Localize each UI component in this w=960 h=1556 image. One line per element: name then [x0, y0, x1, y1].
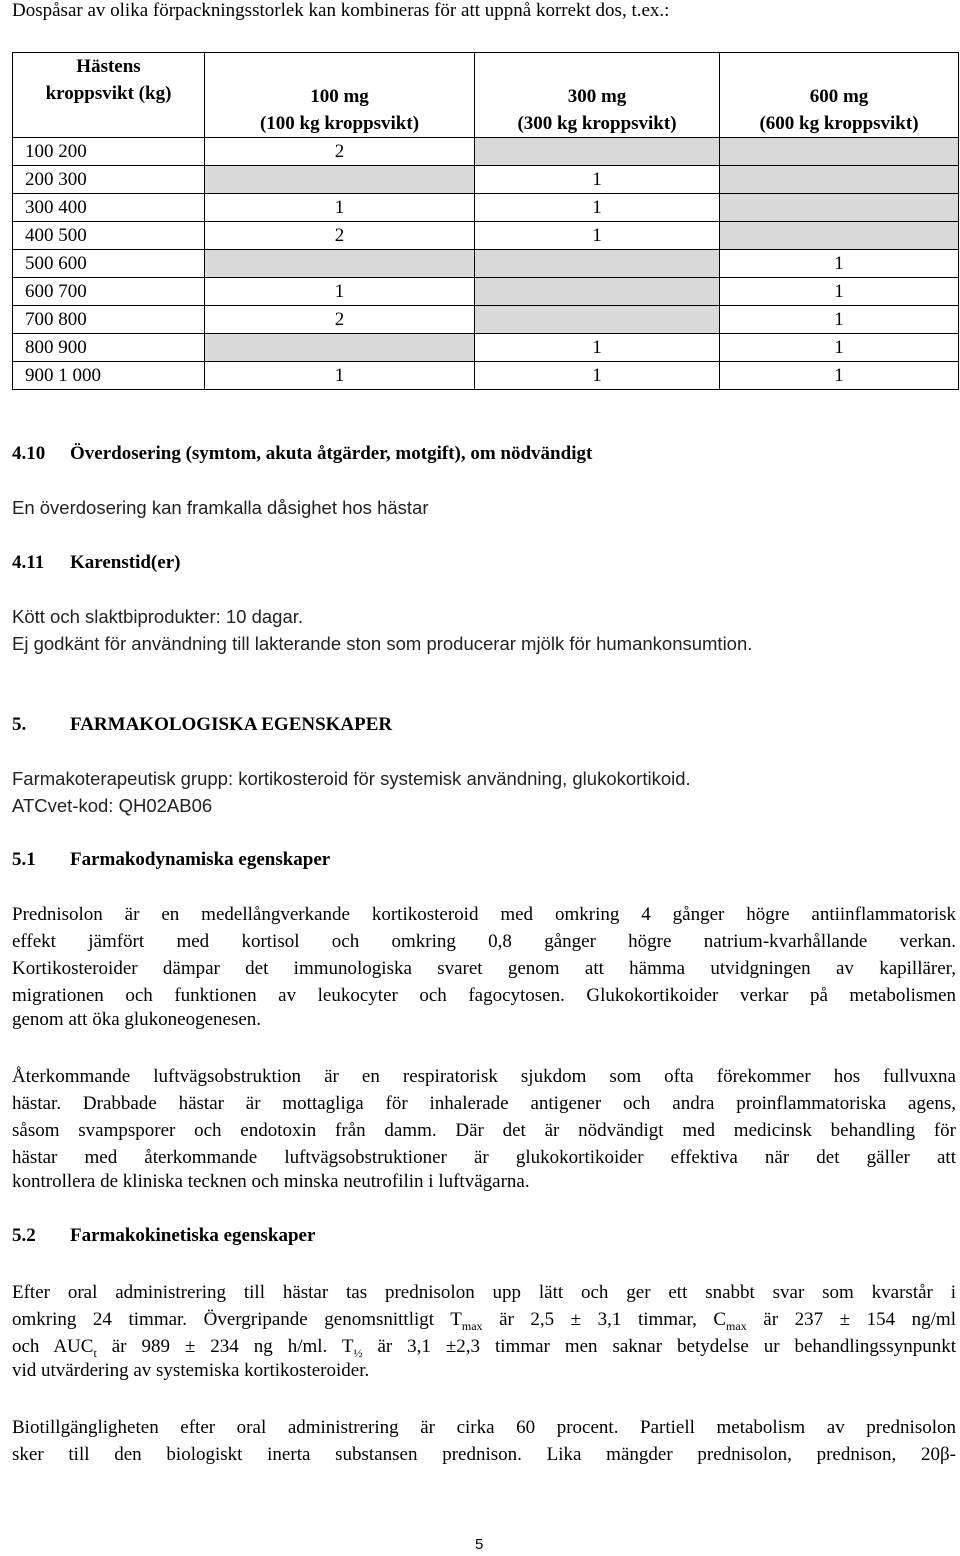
table-row [13, 334, 959, 362]
dose-cell-600mg [720, 194, 959, 222]
dose-cell-100mg [205, 250, 475, 278]
dose-cell-600mg: 1 [720, 334, 959, 362]
dose-cell-100mg: 1 [205, 278, 475, 306]
section-5-heading: 5. FARMAKOLOGISKA EGENSKAPER [12, 714, 393, 735]
section-5-line1: Farmakoterapeutisk grupp: kortikosteroid för systemisk användning, glukokortikoid. [12, 768, 691, 789]
header-300mg: 300 mg (300 kg kroppsvikt) [475, 53, 720, 138]
section-5-1-heading: 5.1 Farmakodynamiska egenskaper [12, 849, 331, 870]
dose-cell-100mg: 2 [205, 306, 475, 334]
dose-cell-300mg [475, 306, 720, 334]
dose-cell-100mg [205, 334, 475, 362]
section-5-1-p2-line1: Återkommande luftvägsobstruktion är en respiratorisk sjukdom som ofta förekommer hos fullvuxna [12, 1066, 956, 1087]
dosage-table [12, 52, 959, 390]
section-5-2-p2-line2: sker till den biologiskt inerta substansen prednison. Lika mängder prednisolon, prednison, 20β- [12, 1444, 956, 1465]
dose-cell-600mg: 1 [720, 278, 959, 306]
header-100mg: 100 mg (100 kg kroppsvikt) [205, 53, 475, 138]
section-5-2-p2-line1: Biotillgängligheten efter oral administrering är cirka 60 procent. Partiell metabolism av prednisolon [12, 1417, 956, 1438]
section-5-1-p1-line5: genom att öka glukoneogenesen. [12, 1009, 262, 1030]
weight-cell: 900 1 000 [13, 362, 205, 390]
section-5-1-p2-line4: hästar med återkommande luftvägsobstruktioner är glukokortikoider effektiva när det gäller att [12, 1147, 956, 1168]
table-row [13, 250, 959, 278]
dose-cell-300mg [475, 138, 720, 166]
section-4-11-line2: Ej godkänt för användning till lakterande ston som producerar mjölk för humankonsumtion. [12, 633, 753, 654]
section-5-2-line1: Efter oral administrering till hästar tas prednisolon upp lätt och ger ett snabbt svar som kvarstår i [12, 1282, 956, 1303]
weight-cell: 600 700 [13, 278, 205, 306]
dose-cell-300mg: 1 [475, 334, 720, 362]
page-number: 5 [475, 1536, 484, 1553]
header-600mg: 600 mg (600 kg kroppsvikt) [720, 53, 959, 138]
dose-cell-300mg [475, 278, 720, 306]
dose-cell-600mg: 1 [720, 362, 959, 390]
table-row [13, 306, 959, 334]
section-4-11-line1: Kött och slaktbiprodukter: 10 dagar. [12, 606, 304, 627]
section-5-2-line3: och $AUC_t$ är 989 ± 234 ng h/ml. $T_{\frac{1}{2}}$ är 3,1 ±2,3 timmar men saknar betydelse ur behandlingssynpunkt [12, 1336, 956, 1360]
table-row [13, 194, 959, 222]
dose-cell-100mg: 2 [205, 222, 475, 250]
dose-cell-300mg: 1 [475, 166, 720, 194]
dose-cell-100mg: 1 [205, 362, 475, 390]
section-4-10-heading: 4.10 Överdosering (symtom, akuta åtgärder, motgift), om nödvändigt [12, 443, 593, 464]
section-5-2-line2: omkring 24 timmar. Övergripande genomsnittligt $T_{max}$ är 2,5 ± 3,1 timmar, $C_{max}$ är 237 ± 154 ng/ml [12, 1309, 956, 1333]
dose-cell-600mg: 1 [720, 250, 959, 278]
section-4-11-heading: 4.11 Karenstid(er) [12, 552, 181, 573]
dose-cell-600mg: 1 [720, 306, 959, 334]
dose-cell-300mg: 1 [475, 362, 720, 390]
dose-cell-600mg [720, 166, 959, 194]
dose-cell-300mg: 1 [475, 194, 720, 222]
section-5-2-line4: vid utvärdering av systemiska kortikosteroider. [12, 1360, 370, 1381]
dose-cell-600mg [720, 222, 959, 250]
section-5-1-p2-line2: hästar. Drabbade hästar är mottagliga för inhalerade antigener och andra proinflammatoriska agens, [12, 1093, 956, 1114]
section-5-2-heading: 5.2 Farmakokinetiska egenskaper [12, 1225, 316, 1246]
weight-cell: 400 500 [13, 222, 205, 250]
dose-cell-100mg: 1 [205, 194, 475, 222]
section-5-line2: ATCvet-kod: QH02AB06 [12, 795, 213, 816]
section-5-1-p2-line5: kontrollera de kliniska tecknen och minska neutrofilin i luftvägarna. [12, 1171, 530, 1192]
dose-cell-100mg [205, 166, 475, 194]
weight-cell: 300 400 [13, 194, 205, 222]
section-5-1-p2-line3: såsom svampsporer och endotoxin från damm. Där det är nödvändigt med medicinsk behandling för [12, 1120, 956, 1141]
dose-cell-100mg: 2 [205, 138, 475, 166]
table-row [13, 362, 959, 390]
table-row [13, 222, 959, 250]
section-4-10-text: En överdosering kan framkalla dåsighet hos hästar [12, 497, 429, 518]
dose-cell-600mg [720, 138, 959, 166]
intro-text: Dospåsar av olika förpackningsstorlek kan kombineras för att uppnå korrekt dos, t.ex.: [12, 0, 670, 21]
weight-cell: 800 900 [13, 334, 205, 362]
weight-cell: 500 600 [13, 250, 205, 278]
table-row [13, 278, 959, 306]
header-weight: Hästens kroppsvikt (kg) [13, 53, 205, 138]
section-5-1-p1-line3: Kortikosteroider dämpar det immunologiska svaret genom att hämma utvidgningen av kapillärer, [12, 958, 956, 979]
table-row [13, 166, 959, 194]
dose-cell-300mg: 1 [475, 222, 720, 250]
table-header-row [13, 53, 959, 138]
section-5-1-p1-line4: migrationen och funktionen av leukocyter och fagocytosen. Glukokortikoider verkar på metabolismen [12, 985, 956, 1006]
weight-cell: 200 300 [13, 166, 205, 194]
dose-cell-300mg [475, 250, 720, 278]
table-row [13, 138, 959, 166]
section-5-1-p1-line2: effekt jämfört med kortisol och omkring 0,8 gånger högre natrium-kvarhållande verkan. [12, 931, 956, 952]
weight-cell: 100 200 [13, 138, 205, 166]
weight-cell: 700 800 [13, 306, 205, 334]
section-5-1-p1-line1: Prednisolon är en medellångverkande kortikosteroid med omkring 4 gånger högre antiinflammatorisk [12, 904, 956, 925]
